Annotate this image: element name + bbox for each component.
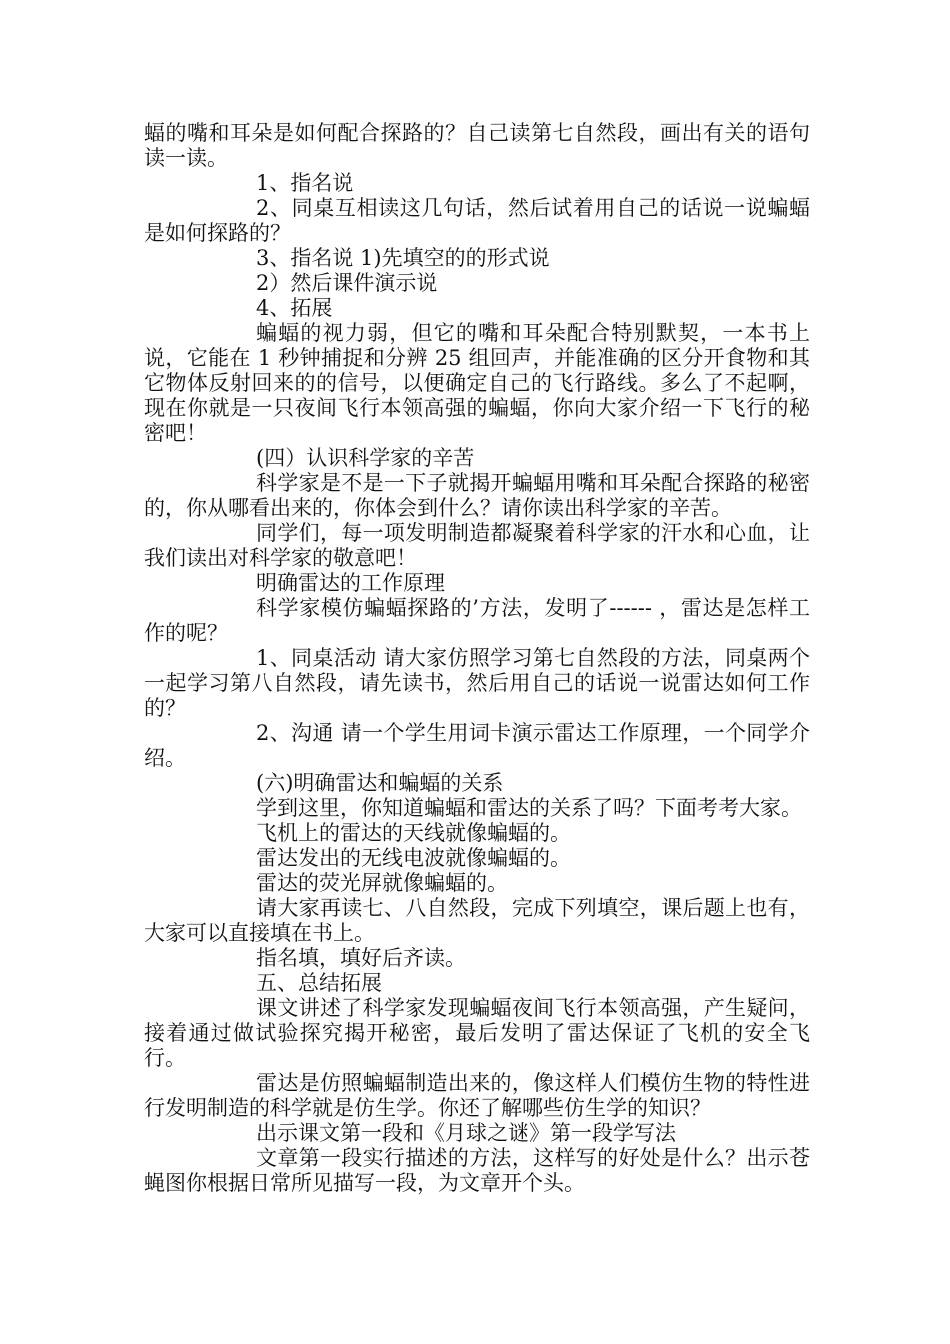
section-heading: 明确雷达的工作原理	[256, 571, 445, 595]
paragraph: 指名填，填好后齐读。	[256, 946, 466, 970]
paragraph: 科学家模仿蝙蝠探路的’方法，发明了------ ，雷达是怎样工作的呢？	[144, 596, 810, 645]
paragraph: 4、拓展	[256, 296, 333, 320]
paragraph: 雷达发出的无线电波就像蝙蝠的。	[256, 846, 571, 870]
section-heading: (四）认识科学家的辛苦	[256, 446, 475, 470]
section-heading: 五、总结拓展	[256, 971, 382, 995]
paragraph: 文章第一段实行描述的方法，这样写的好处是什么？出示苍蝇图你根据日常所见描写一段，为文章开个头。	[144, 1146, 810, 1195]
paragraph: 蝙蝠的视力弱，但它的嘴和耳朵配合特别默契，一本书上说，它能在 1 秒钟捕捉和分辨 25 组回声，并能准确的区分开食物和其它物体反射回来的的信号，以便确定自己的飞行路线。多么了不起啊，现在你就是一只夜间飞行本领高强的蝙蝠，你向大家介绍一下飞行的秘密吧！	[144, 321, 810, 445]
paragraph: 1、同桌活动 请大家仿照学习第七自然段的方法，同桌两个一起学习第八自然段，请先读书，然后用自己的话说一说雷达如何工作的？	[144, 646, 810, 720]
section-heading: (六)明确雷达和蝙蝠的关系	[256, 771, 504, 795]
paragraph: 课文讲述了科学家发现蝙蝠夜间飞行本领高强，产生疑问，接着通过做试验探究揭开秘密，最后发明了雷达保证了飞机的安全飞行。	[144, 996, 810, 1070]
paragraph: 2、沟通 请一个学生用词卡演示雷达工作原理，一个同学介绍。	[144, 721, 810, 770]
paragraph: 1、指名说	[256, 171, 354, 195]
paragraph: 2、同桌互相读这几句话，然后试着用自己的话说一说蝙蝠是如何探路的？	[144, 196, 810, 245]
paragraph: 同学们，每一项发明制造都凝聚着科学家的汗水和心血，让我们读出对科学家的敬意吧！	[144, 521, 810, 570]
paragraph: 蝠的嘴和耳朵是如何配合探路的？自己读第七自然段，画出有关的语句读一读。	[144, 121, 810, 170]
paragraph: 飞机上的雷达的天线就像蝙蝠的。	[256, 821, 571, 845]
paragraph: 雷达是仿照蝙蝠制造出来的，像这样人们模仿生物的特性进行发明制造的科学就是仿生学。你还了解哪些仿生学的知识？	[144, 1071, 810, 1120]
paragraph: 2）然后课件演示说	[256, 271, 438, 295]
document-body	[144, 121, 810, 1196]
paragraph: 请大家再读七、八自然段，完成下列填空，课后题上也有，大家可以直接填在书上。	[144, 896, 810, 945]
paragraph: 3、指名说 1)先填空的的形式说	[256, 246, 550, 270]
paragraph: 学到这里，你知道蝙蝠和雷达的关系了吗？下面考考大家。	[256, 796, 802, 820]
paragraph: 科学家是不是一下子就揭开蝙蝠用嘴和耳朵配合探路的秘密的，你从哪看出来的，你体会到什么？请你读出科学家的辛苦。	[144, 471, 810, 520]
paragraph: 雷达的荧光屏就像蝙蝠的。	[256, 871, 508, 895]
paragraph: 出示课文第一段和《月球之谜》第一段学写法	[256, 1121, 676, 1145]
